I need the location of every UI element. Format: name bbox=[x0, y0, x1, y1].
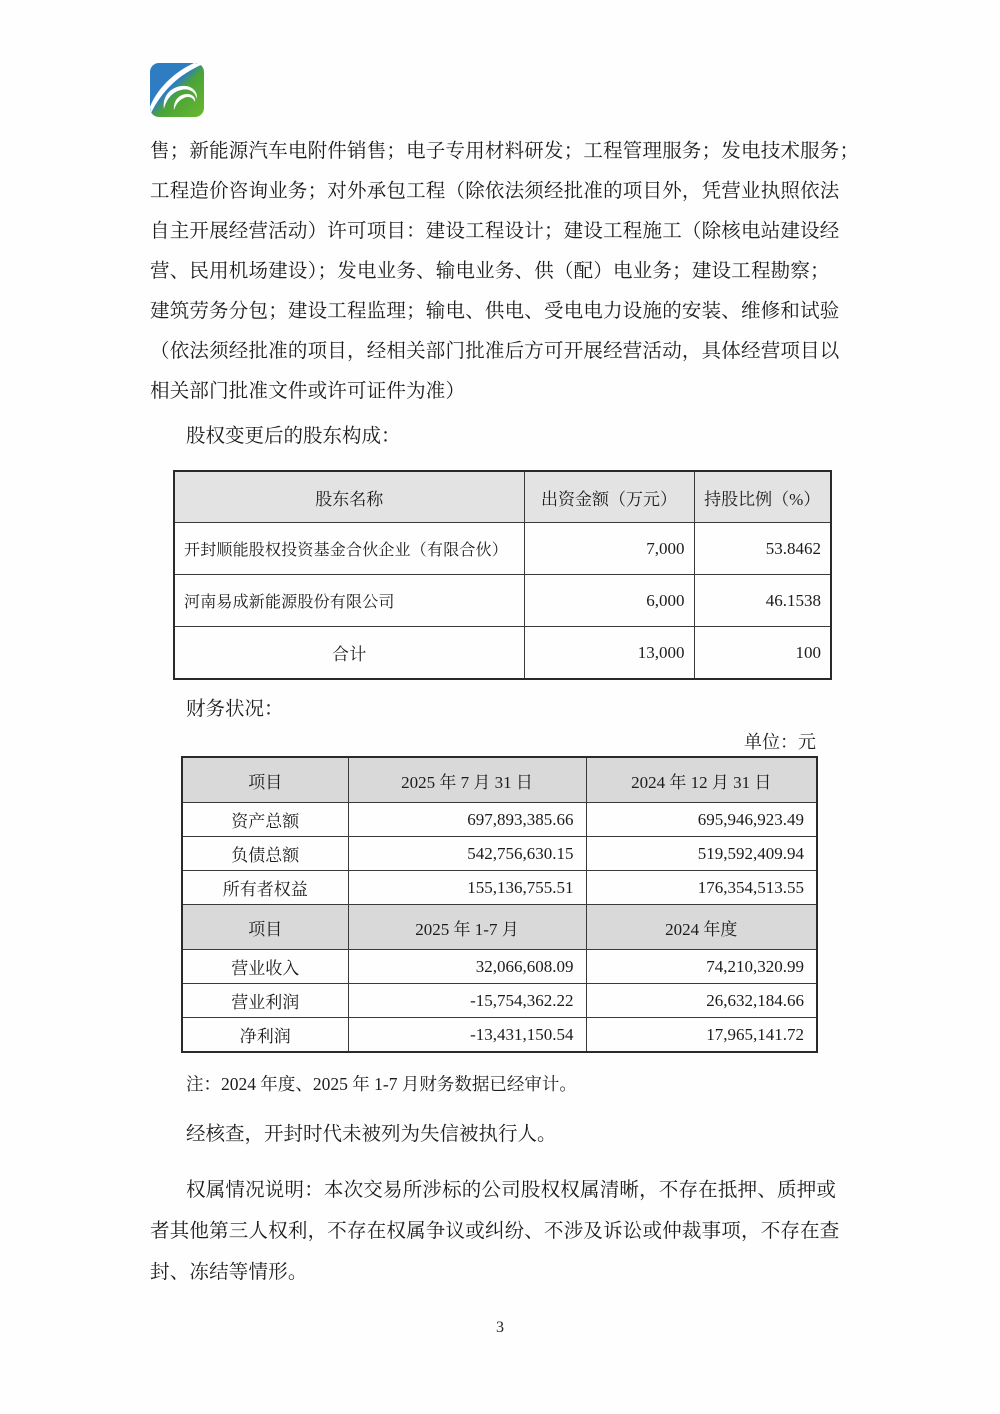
item-value: -15,754,362.22 bbox=[348, 984, 586, 1018]
paragraph-line: 建筑劳务分包；建设工程监理；输电、供电、受电电力设施的安装、维修和试验 bbox=[150, 301, 840, 322]
table-row bbox=[182, 950, 817, 984]
table-row-total bbox=[174, 627, 831, 680]
paragraph-line: 自主开展经营活动）许可项目：建设工程设计；建设工程施工（除核电站建设经 bbox=[150, 221, 840, 242]
balance-sheet-header-row bbox=[182, 757, 817, 803]
contribution-amount: 6,000 bbox=[524, 575, 694, 627]
column-header: 项目 bbox=[182, 757, 348, 803]
total-amount: 13,000 bbox=[524, 627, 694, 680]
item-label: 负债总额 bbox=[182, 837, 348, 871]
column-header: 出资金额（万元） bbox=[524, 471, 694, 523]
paragraph-line: 相关部门批准文件或许可证件为准） bbox=[150, 381, 466, 402]
paragraph-line: 权属情况说明：本次交易所涉标的公司股权权属清晰，不存在抵押、质押或 bbox=[186, 1180, 837, 1201]
ownership-ratio: 53.8462 bbox=[694, 523, 831, 575]
shareholder-table-header-row bbox=[174, 471, 831, 523]
income-statement-header-row bbox=[182, 905, 817, 950]
item-value: 542,756,630.15 bbox=[348, 837, 586, 871]
paragraph-line: 售；新能源汽车电附件销售；电子专用材料研发；工程管理服务；发电技术服务； bbox=[150, 141, 860, 162]
total-label: 合计 bbox=[174, 627, 524, 680]
item-label: 资产总额 bbox=[182, 803, 348, 837]
paragraph-line: （依法须经批准的项目，经相关部门批准后方可开展经营活动，具体经营项目以 bbox=[150, 341, 840, 362]
paragraph-line: 营、民用机场建设）；发电业务、输电业务、供（配）电业务；建设工程勘察； bbox=[150, 261, 830, 282]
column-header: 股东名称 bbox=[174, 471, 524, 523]
unit-label: 单位：元 bbox=[744, 732, 816, 752]
item-value: 519,592,409.94 bbox=[586, 837, 817, 871]
shareholder-table bbox=[173, 470, 832, 680]
item-label: 净利润 bbox=[182, 1018, 348, 1053]
contribution-amount: 7,000 bbox=[524, 523, 694, 575]
item-label: 营业利润 bbox=[182, 984, 348, 1018]
table-row bbox=[182, 1018, 817, 1053]
item-value: 17,965,141.72 bbox=[586, 1018, 817, 1053]
ownership-statement-paragraph bbox=[150, 1170, 858, 1293]
item-value: 176,354,513.55 bbox=[586, 871, 817, 905]
page-number: 3 bbox=[496, 1319, 504, 1336]
table-row bbox=[182, 803, 817, 837]
item-label: 所有者权益 bbox=[182, 871, 348, 905]
item-value: 26,632,184.66 bbox=[586, 984, 817, 1018]
shareholder-name: 河南易成新能源股份有限公司 bbox=[174, 575, 524, 627]
paragraph-line: 者其他第三人权利，不存在权属争议或纠纷、不涉及诉讼或仲裁事项，不存在查 bbox=[150, 1221, 840, 1242]
table-row bbox=[182, 837, 817, 871]
item-value: 695,946,923.49 bbox=[586, 803, 817, 837]
column-header: 持股比例（%） bbox=[694, 471, 831, 523]
item-value: 697,893,385.66 bbox=[348, 803, 586, 837]
table-row bbox=[174, 575, 831, 627]
item-value: 74,210,320.99 bbox=[586, 950, 817, 984]
column-header: 2025 年 1-7 月 bbox=[348, 905, 586, 950]
column-header: 项目 bbox=[182, 905, 348, 950]
ownership-ratio: 46.1538 bbox=[694, 575, 831, 627]
table-row bbox=[174, 523, 831, 575]
table-row bbox=[182, 984, 817, 1018]
column-header: 2024 年度 bbox=[586, 905, 817, 950]
business-scope-paragraph bbox=[150, 132, 858, 412]
paragraph-line: 封、冻结等情形。 bbox=[150, 1262, 308, 1283]
table-row bbox=[182, 871, 817, 905]
financial-table bbox=[181, 756, 818, 1053]
total-ratio: 100 bbox=[694, 627, 831, 680]
shareholder-name: 开封顺能股权投资基金合伙企业（有限合伙） bbox=[174, 523, 524, 575]
credit-check-paragraph: 经核查，开封时代未被列为失信被执行人。 bbox=[186, 1124, 557, 1145]
item-label: 营业收入 bbox=[182, 950, 348, 984]
column-header: 2024 年 12 月 31 日 bbox=[586, 757, 817, 803]
audit-note: 注：2024 年度、2025 年 1-7 月财务数据已经审计。 bbox=[186, 1074, 577, 1094]
item-value: -13,431,150.54 bbox=[348, 1018, 586, 1053]
item-value: 155,136,755.51 bbox=[348, 871, 586, 905]
paragraph-line: 工程造价咨询业务；对外承包工程（除依法须经批准的项目外，凭营业执照依法 bbox=[150, 181, 840, 202]
column-header: 2025 年 7 月 31 日 bbox=[348, 757, 586, 803]
item-value: 32,066,608.09 bbox=[348, 950, 586, 984]
financial-heading: 财务状况： bbox=[186, 699, 284, 720]
company-logo-icon bbox=[150, 63, 204, 117]
shareholders-heading: 股权变更后的股东构成： bbox=[186, 426, 401, 447]
